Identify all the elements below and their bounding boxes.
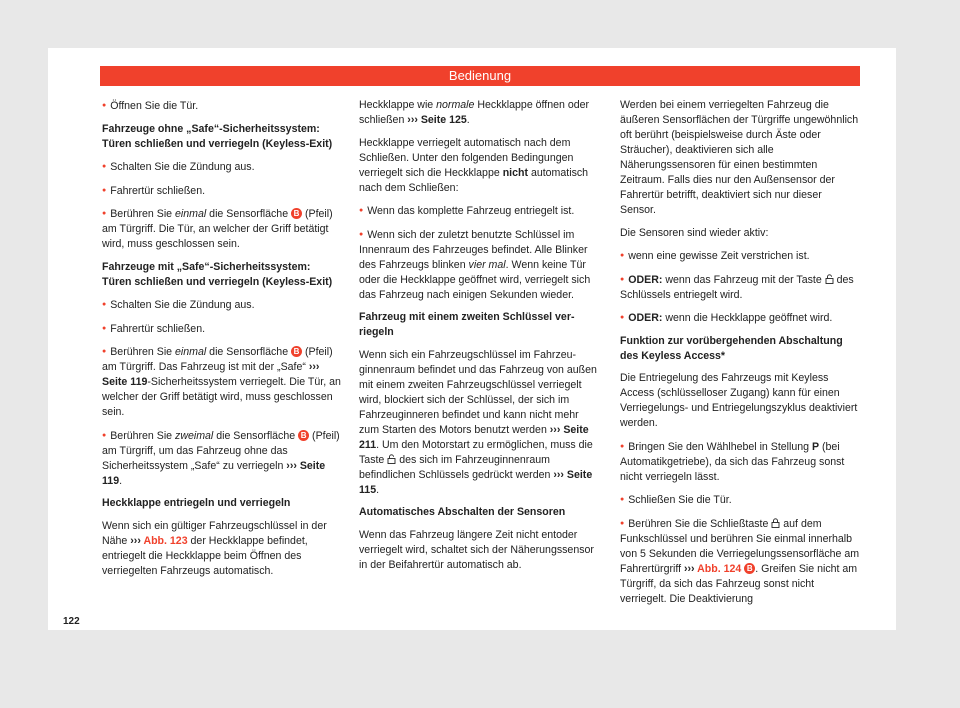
column-2	[359, 98, 601, 580]
unlock-icon	[825, 274, 834, 284]
link-seite-119[interactable]: ››› Seite 119	[102, 361, 320, 388]
bullet-item: ● ODER: wenn das Fahrzeug mit der Taste des Schlüssels entriegelt wird.	[620, 272, 860, 303]
bullet-item: ● Fahrertür schließen.	[102, 183, 342, 199]
link-abb-124[interactable]: ››› Abb. 124	[683, 562, 742, 575]
bullet-item: ● Schalten Sie die Zündung aus.	[102, 297, 342, 313]
bullet-item: ● Berühren Sie einmal die Sensorfläche B (Pfeil) am Türgriff. Das Fahrzeug ist mit der „Safe“ ››› Seite 119-Sicherheitssystem verriegelt. Die Tür, an welcher der Griff betätigt wird, muss geschlossen sein.	[102, 344, 342, 420]
badge-b: B	[298, 430, 309, 441]
bullet-item: ● wenn eine gewisse Zeit verstrichen ist.	[620, 248, 860, 264]
heading: Heckklappe entriegeln und verriegeln	[102, 497, 291, 509]
bullet-item: ● ODER: wenn die Heckklappe geöffnet wird.	[620, 310, 860, 326]
bullet-item: ● Öffnen Sie die Tür.	[102, 98, 342, 114]
paragraph: Wenn sich ein Fahrzeugschlüssel im Fahrzeuginnenraum befindet und das Fahrzeug von außen mit einem zweiten Fahrzeugschlüssel verriegelt wird, blockiert sich der Schlüssel, der sich im Fahrzeuginneren befindet und kann nicht mehr zum Starten des Motors benutzt werden ››› Seite 211. Um den Motorstart zu ermöglichen, muss die Taste des sich im Fahrzeuginnenraum befindlichen Schlüssels gedrückt werden ››› Seite 115.	[359, 348, 597, 496]
heading: Fahrzeuge ohne „Safe“-Sicherheitssystem: Türen schließen und verriegeln (Keyless-Exit)	[102, 122, 333, 150]
heading: Funktion zur vorübergehenden Abschaltung des Keyless Access*	[620, 334, 843, 362]
bullet-item: ● Berühren Sie die Schließtaste auf dem Funkschlüssel und berühren Sie einmal innerhalb von 5 Sekunden die Verriegelungssensorfläche am Fahrertürgriff ››› Abb. 124 B . Greifen Sie nicht am Türgriff, da sich das Fahrzeug sonst nicht verriegelt. Die Deaktivierung	[620, 516, 860, 607]
heading: Fahrzeuge mit „Safe“-Sicherheitssystem: Türen schließen und verriegeln (Keyless-Exit)	[102, 260, 333, 288]
link-abb-123[interactable]: ››› Abb. 123	[130, 534, 188, 547]
bullet-item: ● Wenn das komplette Fahrzeug entriegelt ist.	[359, 203, 601, 219]
page-number: 122	[63, 616, 80, 627]
section-header: Bedienung	[100, 66, 860, 86]
link-seite-119[interactable]: ››› Seite 119	[102, 459, 326, 487]
link-seite-125[interactable]: ››› Seite 125	[407, 114, 467, 126]
bullet-item: ● Bringen Sie den Wählhebel in Stellung P (bei Automatikgetriebe), da sich das Fahrzeug sonst nicht verriegeln lässt.	[620, 439, 860, 485]
bullet-item: ● Fahrertür schließen.	[102, 321, 342, 337]
badge-b: B	[291, 208, 302, 219]
paragraph: Heckklappe wie normale Heckklappe öffnen oder schließen ››› Seite 125.	[359, 99, 590, 126]
heading: Fahrzeug mit einem zweiten Schlüssel verriegeln	[359, 311, 575, 338]
paragraph: Wenn sich ein gültiger Fahrzeugschlüssel in der Nähe ››› Abb. 123 der Heckklappe befindet, entriegelt die Heckklappe beim Öffnen des verriegelten Fahrzeugs automatisch.	[102, 519, 327, 577]
paragraph: Wenn das Fahrzeug längere Zeit nicht entoder verriegelt wird, schaltet sich der Näherungssensor in der Beifahrertür automatisch ab.	[359, 528, 594, 571]
bullet-item: ● Schalten Sie die Zündung aus.	[102, 159, 342, 175]
link-seite-115[interactable]: ››› Seite 115	[359, 468, 593, 496]
paragraph: Werden bei einem verriegelten Fahrzeug die äußeren Sensorflächen der Türgriffe ungewöhnlich oft berührt (beispielsweise durch Äste oder Sträucher), deaktivieren sich alle Näherungssensoren für einen bestimmten Zeitraum. Falls dies nur den Außensensor der Fahrertür betrifft, deaktiviert sich nur dieser Sensor.	[620, 99, 859, 216]
badge-b: B	[744, 563, 755, 574]
bullet-item: ● Schließen Sie die Tür.	[620, 492, 860, 508]
column-1	[102, 98, 342, 586]
bullet-item: ● Wenn sich der zuletzt benutzte Schlüssel im Innenraum des Fahrzeuges befindet. Alle Blinker des Fahrzeugs blinken vier mal. Wenn keine Tür oder die Heckklappe geöffnet wird, verriegelt sich das Fahrzeug nach einigen Sekunden wieder.	[359, 227, 601, 303]
paragraph: Heckklappe verriegelt automatisch nach dem Schließen. Unter den folgenden Bedingungen verriegelt sich die Heckklappe nicht automatisch nach dem Schließen:	[359, 136, 589, 194]
paragraph: Die Sensoren sind wieder aktiv:	[620, 226, 769, 239]
bullet-item: ● Berühren Sie einmal die Sensorfläche B (Pfeil) am Türgriff. Die Tür, an welcher der Griff betätigt wird, muss geschlossen sein.	[102, 206, 342, 252]
unlock-icon	[387, 454, 396, 464]
badge-b: B	[291, 346, 302, 357]
heading: Automatisches Abschalten der Sensoren	[359, 506, 566, 518]
bullet-item: ● Berühren Sie zweimal die Sensorfläche B (Pfeil) am Türgriff, um das Fahrzeug ohne das Sicherheitssystem „Safe“ zu verriegeln ››› Seite 119.	[102, 428, 342, 489]
link-seite-211[interactable]: ››› Seite 211	[359, 423, 589, 451]
lock-icon	[771, 518, 780, 528]
paragraph: Die Entriegelung des Fahrzeugs mit Keyless Access (schlüsselloser Zugang) kann für einen Verriegelungs- und Entriegelungszyklus deaktiviert werden.	[620, 372, 858, 429]
column-3	[620, 98, 860, 614]
